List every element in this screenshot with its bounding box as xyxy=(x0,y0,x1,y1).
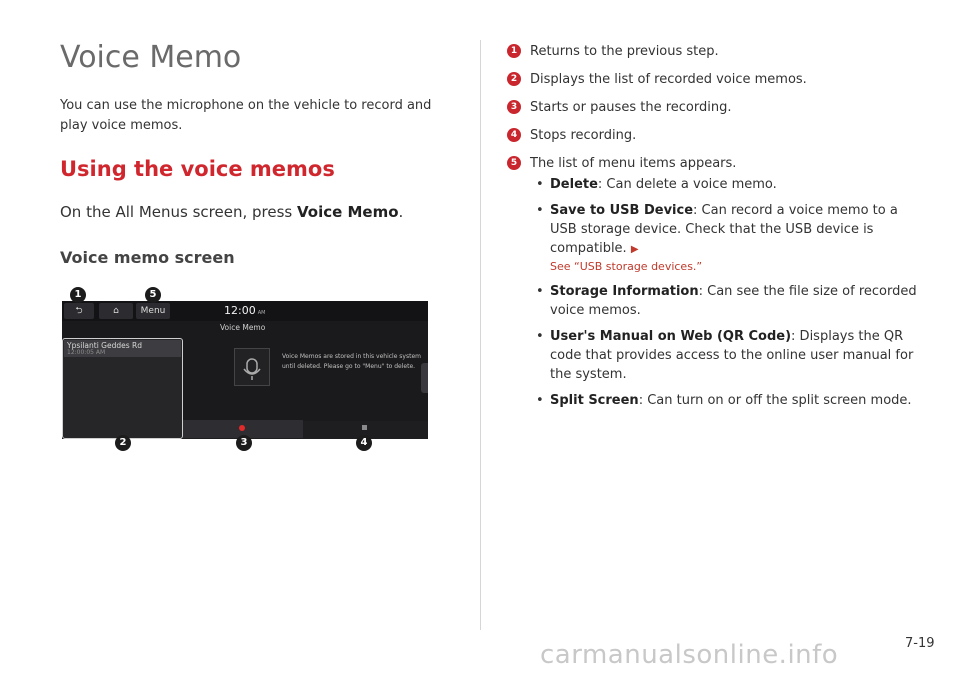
legend-item-2 xyxy=(507,70,927,89)
menu-item-split: • Split Screen: Can turn on or off the split screen mode. xyxy=(536,393,912,408)
microphone-icon xyxy=(234,348,270,386)
clock-time: 12:00 xyxy=(224,304,256,317)
back-button[interactable] xyxy=(64,303,94,319)
record-icon[interactable] xyxy=(239,425,245,431)
menu-item-text: : Can record a voice memo to a USB storage device. Check that the USB device is compatible. xyxy=(550,203,898,256)
menu-items-list xyxy=(530,175,927,410)
menu-item-bold: Save to USB Device xyxy=(550,203,694,218)
menu-item-text: : Can delete a voice memo. xyxy=(597,177,777,192)
home-button[interactable] xyxy=(99,303,133,319)
voice-memo-screenshot xyxy=(62,301,428,439)
legend-list xyxy=(507,42,927,419)
legend-text: The list of menu items appears. xyxy=(530,156,737,171)
legend-num: 4 xyxy=(507,128,521,142)
side-handle[interactable] xyxy=(421,363,428,393)
instruction xyxy=(60,203,403,221)
column-divider xyxy=(480,40,481,630)
callout-3: 3 xyxy=(236,435,252,451)
menu-item-text: : Can see the file size of recorded voice memos. xyxy=(550,284,917,318)
page-number: 7-19 xyxy=(905,636,935,651)
callout-2: 2 xyxy=(115,435,131,451)
instruction-prefix: On the All Menus screen, press xyxy=(60,203,297,221)
home-icon: ⌂ xyxy=(113,306,119,316)
menu-item-storage: • Storage Information: Can see the file size of recorded voice memos. xyxy=(536,284,917,318)
menu-item-bold: Split Screen xyxy=(550,393,639,408)
legend-text: Stops recording. xyxy=(530,128,637,143)
legend-text: Starts or pauses the recording. xyxy=(530,100,732,115)
clock-ampm: AM xyxy=(257,310,266,316)
triangle-icon: ▶ xyxy=(630,244,639,255)
legend-item-5 xyxy=(507,154,927,410)
subheading: Voice memo screen xyxy=(60,248,235,267)
legend-text: Returns to the previous step. xyxy=(530,44,719,59)
menu-item-bold: Storage Information xyxy=(550,284,699,299)
stop-icon[interactable] xyxy=(362,425,367,430)
back-arrow-icon: ⮌ xyxy=(75,306,83,316)
instruction-suffix: . xyxy=(398,203,404,221)
callout-5: 5 xyxy=(145,287,161,303)
watermark: carmanualsonline.info xyxy=(540,640,839,670)
menu-item-bold: User's Manual on Web (QR Code) xyxy=(550,329,792,344)
cross-reference: See “USB storage devices.” xyxy=(550,260,703,273)
list-item-time: 12:00:05 AM xyxy=(67,349,106,356)
intro-text: You can use the microphone on the vehicle to record and play voice memos. xyxy=(60,98,432,133)
legend-item-1 xyxy=(507,42,927,61)
clock xyxy=(224,304,265,317)
menu-item-manual: • User's Manual on Web (QR Code): Displays the QR code that provides access to the online user manual for the system. xyxy=(536,329,914,382)
callout-4: 4 xyxy=(356,435,372,451)
legend-num: 1 xyxy=(507,44,521,58)
legend-num: 5 xyxy=(507,156,521,170)
menu-item-save-usb: • Save to USB Device: Can record a voice memo to a USB storage device. Check that the USB device is compatible. ▶ See “USB storage devices.” xyxy=(530,201,927,275)
section-title: Using the voice memos xyxy=(60,157,335,181)
storage-message: Voice Memos are stored in this vehicle system until deleted. Please go to "Menu" to delete. xyxy=(282,353,421,370)
menu-button[interactable]: Menu xyxy=(136,303,170,319)
menu-item-delete: • Delete: Can delete a voice memo. xyxy=(536,177,777,192)
legend-item-3 xyxy=(507,98,927,117)
legend-text: Displays the list of recorded voice memos. xyxy=(530,72,807,87)
list-item-title: Ypsilanti Geddes Rd xyxy=(67,341,142,350)
screen-title: Voice Memo xyxy=(220,323,266,332)
callout-1: 1 xyxy=(70,287,86,303)
legend-num: 3 xyxy=(507,100,521,114)
instruction-bold: Voice Memo xyxy=(296,203,399,221)
legend-num: 2 xyxy=(507,72,521,86)
menu-item-text: : Displays the QR code that provides access to the online user manual for the system. xyxy=(550,329,914,382)
page-title: Voice Memo xyxy=(60,40,242,75)
menu-item-bold: Delete xyxy=(550,177,598,192)
legend-item-4 xyxy=(507,126,927,145)
menu-item-text: : Can turn on or off the split screen mode. xyxy=(638,393,912,408)
memo-list[interactable] xyxy=(62,338,183,439)
